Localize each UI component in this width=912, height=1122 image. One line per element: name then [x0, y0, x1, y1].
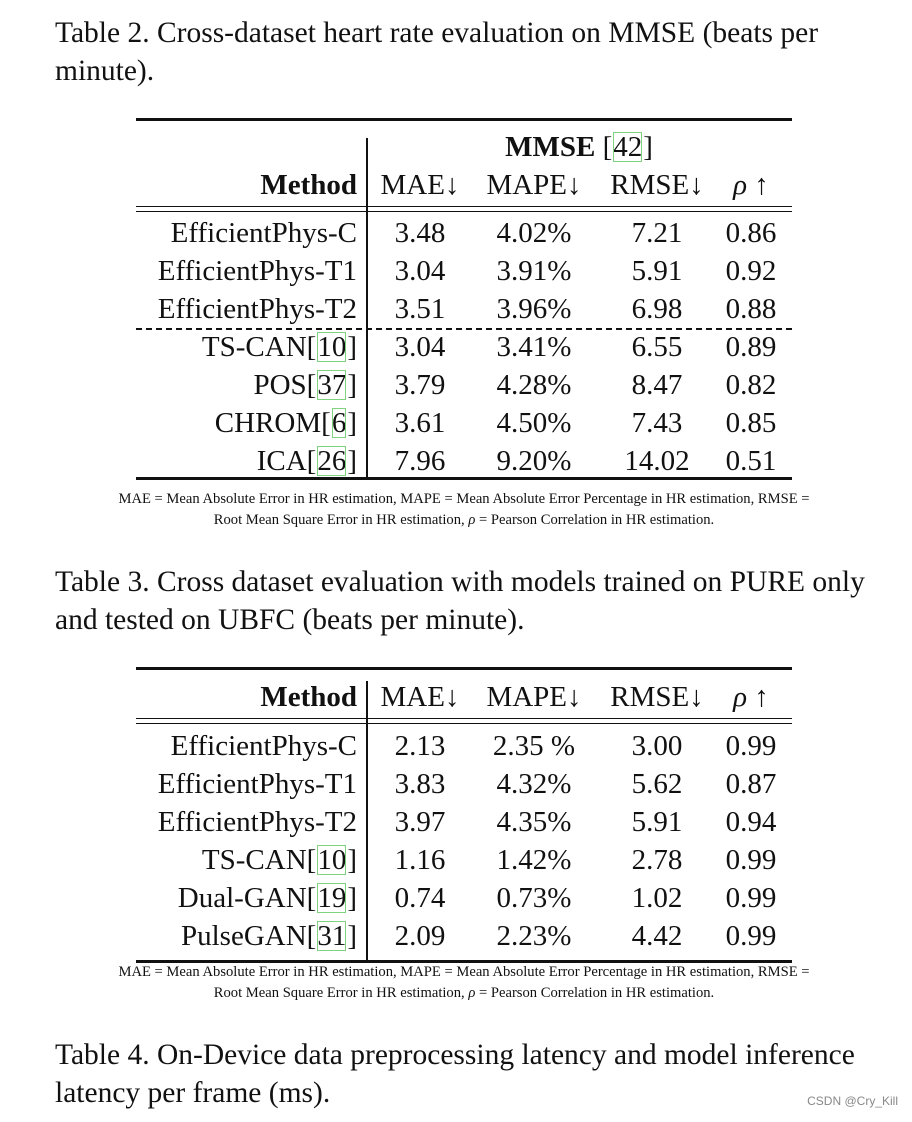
table3-header-mape: MAPE↓ [486, 681, 582, 713]
mae-cell: 3.51 [394, 293, 446, 325]
mape-cell: 3.96% [496, 293, 572, 325]
table2-header-mae: MAE↓ [380, 169, 460, 201]
table2-footnote-line1: MAE = Mean Absolute Error in HR estimation, MAPE = Mean Absolute Error Percentage in HR estimation, RMSE = [118, 491, 810, 507]
method-name: CHROM [214, 407, 322, 439]
mae-cell: 3.97 [394, 806, 446, 838]
table2-footnote-line2-end: = Pearson Correlation in HR estimation. [475, 512, 715, 528]
table2-header-method: Method [260, 169, 357, 201]
table3-header-rho-symbol: ρ [733, 681, 748, 713]
mae-cell: 3.04 [394, 331, 446, 363]
rho-cell: 0.51 [725, 445, 777, 477]
mae-cell: 0.74 [394, 882, 446, 914]
method-name: EfficientPhys-T2 [157, 293, 357, 325]
method-name: Dual-GAN [177, 882, 307, 914]
table-row [136, 917, 792, 955]
method-name: TS-CAN [201, 331, 307, 363]
mape-cell: 3.91% [496, 255, 572, 287]
method-name: EfficientPhys-C [170, 730, 357, 762]
method-cell [158, 290, 357, 328]
method-cell [171, 727, 357, 765]
table-row [136, 366, 792, 404]
mae-cell: 2.09 [394, 920, 446, 952]
method-cell: ICA[26] [256, 445, 357, 477]
rmse-cell: 6.98 [631, 293, 683, 325]
rho-cell: 0.87 [725, 768, 777, 800]
table-row [136, 727, 792, 765]
method-name: EfficientPhys-C [170, 217, 357, 249]
table-row [136, 328, 792, 366]
rmse-cell: 14.02 [624, 445, 690, 477]
rho-cell: 0.88 [725, 293, 777, 325]
table2-header-rmse: RMSE↓ [610, 169, 704, 201]
table2-top-rule [136, 118, 792, 121]
method-cell [158, 803, 357, 841]
rho-cell: 0.92 [725, 255, 777, 287]
table2 [136, 118, 792, 480]
table2-footnote-rho: ρ [468, 512, 476, 528]
mape-cell: 4.28% [496, 369, 572, 401]
method-cell: TS-CAN[10] [201, 331, 357, 363]
table3-header-rho-arrow: ↑ [747, 681, 769, 713]
table-row [136, 290, 792, 328]
rmse-cell: 7.21 [631, 217, 683, 249]
mape-cell: 2.23% [496, 920, 572, 952]
table2-footnote [55, 489, 873, 531]
mae-cell: 3.83 [394, 768, 446, 800]
rho-cell: 0.85 [725, 407, 777, 439]
mape-cell: 0.73% [496, 882, 572, 914]
table3-caption: Table 3. Cross dataset evaluation with models trained on PURE only and tested on UBFC (beats per minute). [55, 566, 865, 636]
table2-header-rho-symbol: ρ [733, 169, 748, 201]
mae-cell: 7.96 [394, 445, 446, 477]
table-row [136, 879, 792, 917]
method-cell: TS-CAN[10] [201, 844, 357, 876]
rmse-cell: 3.00 [631, 730, 683, 762]
table3-footnote-line2-start: Root Mean Square Error in HR estimation, [213, 985, 469, 1001]
mae-cell: 3.61 [394, 407, 446, 439]
table2-header-rho-arrow: ↑ [747, 169, 769, 201]
citation-link[interactable]: 31 [317, 920, 347, 952]
mae-cell: 2.13 [394, 730, 446, 762]
table3-footnote-rho: ρ [468, 985, 476, 1001]
rho-cell: 0.99 [725, 882, 777, 914]
table3-top-rule [136, 667, 792, 670]
table-row [136, 442, 792, 480]
method-name: EfficientPhys-T1 [157, 255, 357, 287]
method-name: PulseGAN [180, 920, 307, 952]
table2-group-header-row [136, 128, 792, 166]
citation-link[interactable]: 19 [317, 882, 347, 914]
table3-footnote-line2-end: = Pearson Correlation in HR estimation. [475, 985, 715, 1001]
table3-header-method: Method [260, 681, 357, 713]
rho-cell: 0.99 [725, 844, 777, 876]
table3-header-mae: MAE↓ [380, 681, 460, 713]
table3 [136, 667, 792, 963]
table3-header-rho [716, 678, 786, 716]
table2-group-header-label: MMSE [505, 131, 596, 163]
mae-cell: 1.16 [394, 844, 446, 876]
method-name: POS [253, 369, 307, 401]
table-row [136, 214, 792, 252]
method-cell: Dual-GAN[19] [177, 882, 357, 914]
rmse-cell: 7.43 [631, 407, 683, 439]
mae-cell: 3.04 [394, 255, 446, 287]
mape-cell: 2.35 % [492, 730, 576, 762]
rho-cell: 0.82 [725, 369, 777, 401]
rho-cell: 0.94 [725, 806, 777, 838]
method-name: EfficientPhys-T2 [157, 806, 357, 838]
rho-cell: 0.89 [725, 331, 777, 363]
mape-cell: 9.20% [496, 445, 572, 477]
method-name: ICA [256, 445, 307, 477]
table-row [136, 404, 792, 442]
rho-cell: 0.99 [725, 730, 777, 762]
method-cell [158, 765, 357, 803]
mae-cell: 3.79 [394, 369, 446, 401]
method-cell [171, 214, 357, 252]
mape-cell: 4.32% [496, 768, 572, 800]
rmse-cell: 6.55 [631, 331, 683, 363]
rmse-cell: 2.78 [631, 844, 683, 876]
mape-cell: 3.41% [496, 331, 572, 363]
citation-link[interactable]: 37 [317, 369, 347, 401]
table3-footnote-line2 [55, 983, 873, 1004]
mape-cell: 4.35% [496, 806, 572, 838]
rho-cell: 0.99 [725, 920, 777, 952]
citation-link[interactable]: 26 [317, 445, 347, 477]
table2-group-ref[interactable]: 42 [613, 131, 643, 163]
citation-link[interactable]: 10 [317, 844, 347, 876]
table3-footnote-line1: MAE = Mean Absolute Error in HR estimation, MAPE = Mean Absolute Error Percentage in HR estimation, RMSE = [118, 964, 810, 980]
table-row [136, 841, 792, 879]
table2-footnote-line2-start: Root Mean Square Error in HR estimation, [213, 512, 469, 528]
table3-header-rule [136, 718, 792, 724]
table-row [136, 765, 792, 803]
citation-link[interactable]: 6 [331, 407, 347, 439]
table4-caption: Table 4. On-Device data preprocessing latency and model inference latency per frame (ms). [55, 1039, 855, 1109]
mae-cell: 3.48 [394, 217, 446, 249]
table2-group-header: MMSE [42] [505, 131, 653, 163]
method-cell: PulseGAN[31] [180, 920, 357, 952]
rmse-cell: 4.42 [631, 920, 683, 952]
mape-cell: 4.50% [496, 407, 572, 439]
method-name: EfficientPhys-T1 [157, 768, 357, 800]
table2-footnote-line2 [55, 510, 873, 531]
method-cell: POS[37] [253, 369, 357, 401]
table2-header-rule [136, 206, 792, 212]
rmse-cell: 5.91 [631, 255, 683, 287]
table3-footnote [55, 962, 873, 1004]
rmse-cell: 5.62 [631, 768, 683, 800]
table2-dashed-rule [136, 328, 792, 330]
table2-header-row [136, 166, 792, 204]
rmse-cell: 5.91 [631, 806, 683, 838]
table-row [136, 803, 792, 841]
rmse-cell: 8.47 [631, 369, 683, 401]
table2-header-rho [716, 166, 786, 204]
rho-cell: 0.86 [725, 217, 777, 249]
table2-bottom-rule [136, 477, 792, 480]
method-name: TS-CAN [201, 844, 307, 876]
watermark: CSDN @Cry_Kill [807, 1094, 898, 1108]
citation-link[interactable]: 10 [317, 331, 347, 363]
table3-header-rmse: RMSE↓ [610, 681, 704, 713]
mape-cell: 1.42% [496, 844, 572, 876]
table-row [136, 252, 792, 290]
table2-header-mape: MAPE↓ [486, 169, 582, 201]
table3-header-row [136, 678, 792, 716]
rmse-cell: 1.02 [631, 882, 683, 914]
table2-caption: Table 2. Cross-dataset heart rate evaluation on MMSE (beats per minute). [55, 17, 819, 87]
mape-cell: 4.02% [496, 217, 572, 249]
method-cell: CHROM[6] [214, 407, 357, 439]
method-cell [158, 252, 357, 290]
